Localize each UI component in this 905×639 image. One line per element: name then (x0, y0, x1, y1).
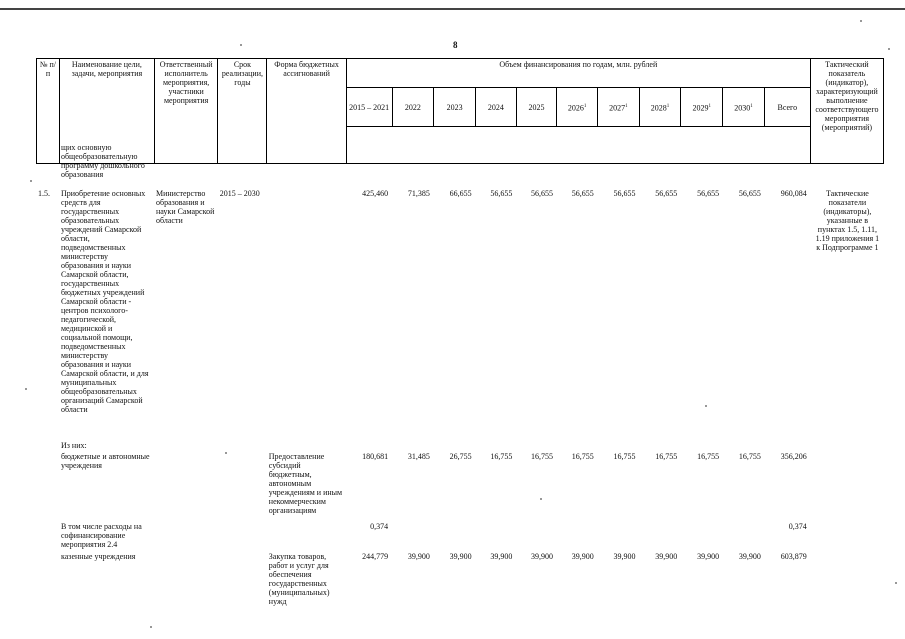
header-name: Наименование цели, задачи, мероприятия (59, 59, 154, 164)
header-term: Срок реализации, годы (218, 59, 267, 164)
header-year: 2027$^1$ (598, 88, 640, 127)
scan-speck (888, 48, 890, 50)
header-year: 2024 (475, 88, 516, 127)
header-year: Всего (764, 88, 810, 127)
value-cell: 39,900 (449, 552, 472, 561)
value-cell: 0,374 (788, 522, 807, 531)
value-cell: 180,681 (362, 452, 389, 461)
table-row (36, 440, 884, 451)
scan-speck (25, 388, 27, 390)
header-year: 2023 (434, 88, 476, 127)
of-them-label: Из них: (60, 441, 87, 450)
header-financing: Объем финансирования по годам, млн. рублей (346, 59, 810, 88)
value-cell: 16,755 (490, 452, 513, 461)
value-cell: 960,084 (780, 189, 807, 198)
value-cell: 56,655 (531, 189, 554, 198)
value-cell: 56,655 (613, 189, 636, 198)
continuation-text: щих основную общеобразовательную программу дошкольного образования (60, 143, 145, 179)
row-name: Приобретение основных средств для государственных образовательных учреждений Самарской области, подведомственных министерству образования и науки Самарской области, государственных бюджетных учреждений Самарской области - центров психолого-педагогической, медицинской и социальной помощи, подведомственных министерству образования и науки Самарской области, и для муниципальных общеобразовательных организаций Самарской области (60, 189, 149, 414)
value-cell: 56,655 (655, 189, 678, 198)
row-name: казенные учреждения (60, 552, 136, 561)
table-row (36, 142, 884, 188)
header-year: 2025 (516, 88, 557, 127)
value-cell: 39,900 (571, 552, 594, 561)
value-cell: 603,879 (780, 552, 807, 561)
scan-speck (895, 582, 897, 584)
value-cell: 39,900 (738, 552, 761, 561)
value-cell: 16,755 (655, 452, 678, 461)
row-indicator: Тактические показатели (индикаторы), указанные в пунктах 1.5, 1.11, 1.19 приложения 1 к Подпрограмме 1 (815, 189, 880, 252)
value-cell: 244,779 (362, 552, 389, 561)
value-cell: 39,900 (531, 552, 554, 561)
value-cell: 66,655 (449, 189, 472, 198)
table-row (36, 551, 884, 607)
value-cell: 39,900 (490, 552, 513, 561)
table-row (36, 188, 884, 440)
value-cell: 16,755 (531, 452, 554, 461)
row-name: В том числе расходы на софинансирование мероприятия 2.4 (60, 522, 142, 549)
value-cell: 16,755 (613, 452, 636, 461)
header-form: Форма бюджетных ассигнований (267, 59, 346, 164)
value-cell: 39,900 (407, 552, 430, 561)
table-row (36, 517, 884, 551)
value-cell: 71,385 (407, 189, 430, 198)
value-cell: 16,755 (738, 452, 761, 461)
header-year: 2029$^1$ (681, 88, 723, 127)
table-row (36, 451, 884, 517)
scan-speck (30, 180, 32, 182)
row-form: Закупка товаров, работ и услуг для обеспечения государственных (муниципальных) нужд (268, 552, 330, 606)
row-name: бюджетные и автономные учреждения (60, 452, 150, 470)
value-cell: 425,460 (362, 189, 389, 198)
header-year: 2015 – 2021 (346, 88, 392, 127)
value-cell: 56,655 (697, 189, 720, 198)
header-indicator: Тактический показатель (индикатор), характеризующий выполнение соответствующего мероприятия (мероприятий) (810, 59, 883, 164)
row-number: 1.5. (38, 189, 50, 198)
page-number: 8 (453, 40, 458, 50)
header-executor: Ответственный исполнитель мероприятия, участники мероприятия (154, 59, 218, 164)
header-num: № п/п (37, 59, 60, 164)
value-cell: 56,655 (738, 189, 761, 198)
value-cell: 356,206 (780, 452, 807, 461)
row-executor: Министерство образования и науки Самарской области (156, 189, 215, 225)
scan-speck (150, 626, 152, 628)
value-cell: 56,655 (490, 189, 513, 198)
value-cell: 31,485 (407, 452, 430, 461)
value-cell: 16,755 (571, 452, 594, 461)
value-cell: 39,900 (655, 552, 678, 561)
header-year: 2026$^1$ (557, 88, 598, 127)
scan-speck (240, 44, 242, 46)
row-form: Предоставление субсидий бюджетным, автономным учреждениям и иным некоммерческим организациям (268, 452, 343, 515)
row-term: 2015 – 2030 (219, 189, 260, 198)
table-body (36, 142, 884, 607)
header-year: 2030$^1$ (723, 88, 765, 127)
header-year: 2028$^1$ (639, 88, 681, 127)
value-cell: 56,655 (571, 189, 594, 198)
page-top-rule (0, 8, 905, 10)
value-cell: 16,755 (697, 452, 720, 461)
value-cell: 39,900 (613, 552, 636, 561)
value-cell: 26,755 (449, 452, 472, 461)
scan-speck (860, 20, 862, 22)
value-cell: 39,900 (697, 552, 720, 561)
value-cell: 0,374 (370, 522, 389, 531)
header-year: 2022 (392, 88, 434, 127)
